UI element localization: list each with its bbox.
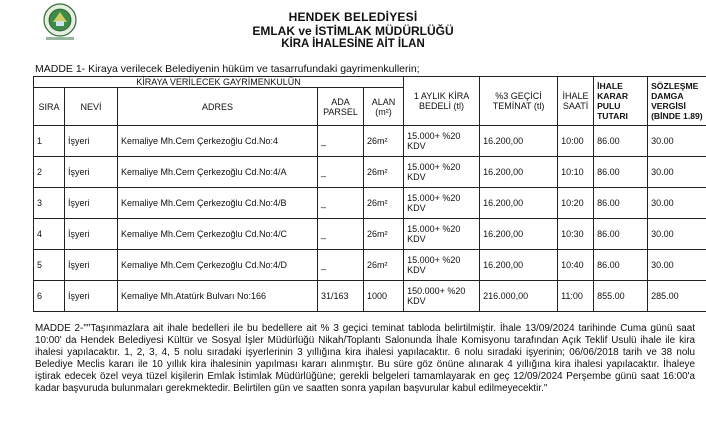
cell-damga: 285.00 [648, 281, 706, 312]
cell-adres: Kemaliye Mh.Cem Çerkezoğlu Cd.No:4/A [118, 157, 318, 188]
col-teminat: %3 GEÇİCİ TEMİNAT (tl) [480, 77, 558, 126]
cell-ada: _ [318, 157, 364, 188]
announcement-title: KİRA İHALESİNE AİT İLAN [281, 38, 425, 50]
cell-karar: 86.00 [594, 250, 648, 281]
table-row [34, 281, 706, 312]
table-row [34, 219, 706, 250]
cell-ada: _ [318, 126, 364, 157]
cell-nevi: İşyeri [65, 188, 118, 219]
cell-kira: 15.000+ %20 KDV [404, 188, 480, 219]
cell-teminat: 16.200,00 [480, 250, 558, 281]
table-header-row [34, 77, 706, 88]
cell-alan: 26m² [364, 219, 404, 250]
cell-damga: 30.00 [648, 126, 706, 157]
cell-alan: 26m² [364, 157, 404, 188]
col-ada: ADA PARSEL [318, 88, 364, 126]
cell-saat: 10:10 [558, 157, 594, 188]
col-kira: 1 AYLIK KİRA BEDELİ (tl) [404, 77, 480, 126]
cell-nevi: İşyeri [65, 281, 118, 312]
cell-adres: Kemaliye Mh.Cem Çerkezoğlu Cd.No:4/B [118, 188, 318, 219]
cell-karar: 855.00 [594, 281, 648, 312]
col-alan: ALAN (m²) [364, 88, 404, 126]
col-adres: ADRES [118, 88, 318, 126]
cell-sira: 3 [34, 188, 65, 219]
cell-karar: 86.00 [594, 219, 648, 250]
cell-damga: 30.00 [648, 157, 706, 188]
department-title: EMLAK ve İSTİMLAK MÜDÜRLÜĞÜ [252, 24, 454, 38]
cell-nevi: İşyeri [65, 250, 118, 281]
cell-damga: 30.00 [648, 188, 706, 219]
cell-ada: _ [318, 250, 364, 281]
cell-alan: 1000 [364, 281, 404, 312]
cell-alan: 26m² [364, 126, 404, 157]
cell-teminat: 216.000,00 [480, 281, 558, 312]
cell-ada: 31/163 [318, 281, 364, 312]
cell-kira: 15.000+ %20 KDV [404, 157, 480, 188]
table-row [34, 250, 706, 281]
property-table [33, 76, 706, 312]
article-1-text: MADDE 1- Kiraya verilecek Belediyenin hüküm ve tasarrufundaki gayrimenkullerin; [35, 63, 420, 75]
cell-karar: 86.00 [594, 126, 648, 157]
table-row [34, 126, 706, 157]
cell-adres: Kemaliye Mh.Cem Çerkezoğlu Cd.No:4/D [118, 250, 318, 281]
cell-ada: _ [318, 188, 364, 219]
cell-karar: 86.00 [594, 188, 648, 219]
cell-adres: Kemaliye Mh.Atatürk Bulvarı No:166 [118, 281, 318, 312]
cell-alan: 26m² [364, 188, 404, 219]
group-header: KİRAYA VERİLECEK GAYRİMENKULÜN [34, 77, 404, 88]
col-karar: İHALE KARAR PULU TUTARI [594, 77, 648, 126]
cell-kira: 15.000+ %20 KDV [404, 219, 480, 250]
cell-sira: 6 [34, 281, 65, 312]
cell-nevi: İşyeri [65, 126, 118, 157]
cell-alan: 26m² [364, 250, 404, 281]
col-damga: SÖZLEŞME DAMGA VERGİSİ (BİNDE 1.89) [648, 77, 706, 126]
cell-teminat: 16.200,00 [480, 157, 558, 188]
col-saat: İHALE SAATİ [558, 77, 594, 126]
municipality-title: HENDEK BELEDİYESİ [288, 10, 418, 24]
cell-sira: 4 [34, 219, 65, 250]
cell-adres: Kemaliye Mh.Cem Çerkezoğlu Cd.No:4 [118, 126, 318, 157]
col-nevi: NEVİ [65, 88, 118, 126]
cell-ada: _ [318, 219, 364, 250]
cell-saat: 10:20 [558, 188, 594, 219]
cell-sira: 5 [34, 250, 65, 281]
cell-sira: 2 [34, 157, 65, 188]
cell-teminat: 16.200,00 [480, 126, 558, 157]
table-row [34, 157, 706, 188]
cell-saat: 10:00 [558, 126, 594, 157]
cell-saat: 11:00 [558, 281, 594, 312]
cell-nevi: İşyeri [65, 157, 118, 188]
col-sira: SIRA [34, 88, 65, 126]
cell-sira: 1 [34, 126, 65, 157]
cell-karar: 86.00 [594, 157, 648, 188]
cell-kira: 15.000+ %20 KDV [404, 126, 480, 157]
cell-saat: 10:30 [558, 219, 594, 250]
cell-teminat: 16.200,00 [480, 219, 558, 250]
cell-kira: 150.000+ %20 KDV [404, 281, 480, 312]
cell-teminat: 16.200,00 [480, 188, 558, 219]
cell-saat: 10:40 [558, 250, 594, 281]
article-2-text: MADDE 2-""Taşınmazlara ait ihale bedelleri ile bu bedellere ait % 3 geçici teminat tabloda belirtilmiştir. İhale 13/09/2024 tarihinde Cuma günü saat 10:00' da Hendek Belediyesi Kültür ve Sosyal İşler Müdürlüğü Nikah/Toplantı Salonunda İhale Komisyonu tarafından Açık Teklif Usulü ihale ile kira ihalesi yapılacaktır. 1, 2, 3, 4, 5 nolu sıradaki işyerlerinin 3 yıllığına kira ihalesi yapılacaktır. 6 nolu sıradaki işyerinin; 06/06/2018 tarih ve 38 nolu Belediye Meclis kararı ile 10 yıllık kira ihalesinin yapılması kararı alınmıştır. Bu süre göz önüne alınarak 4 yıllığına kira ihalesi yapılacaktır. İhaleye iştirak edecek özel veya tüzel kişilerin Emlak İstimlak Müdürlüğüne; gerekli belgeleri tamamlayarak en geç 12/09/2024 Perşembe günü saat 16:00'a kadar başvuruda bulunmaları gerekmektedir. Belirtilen gün ve saatten sonra yapılan başvurular kabul edilmeyecektir." [35, 323, 695, 394]
cell-nevi: İşyeri [65, 219, 118, 250]
cell-kira: 15.000+ %20 KDV [404, 250, 480, 281]
cell-damga: 30.00 [648, 250, 706, 281]
cell-adres: Kemaliye Mh.Cem Çerkezoğlu Cd.No:4/C [118, 219, 318, 250]
cell-damga: 30.00 [648, 219, 706, 250]
table-row [34, 188, 706, 219]
